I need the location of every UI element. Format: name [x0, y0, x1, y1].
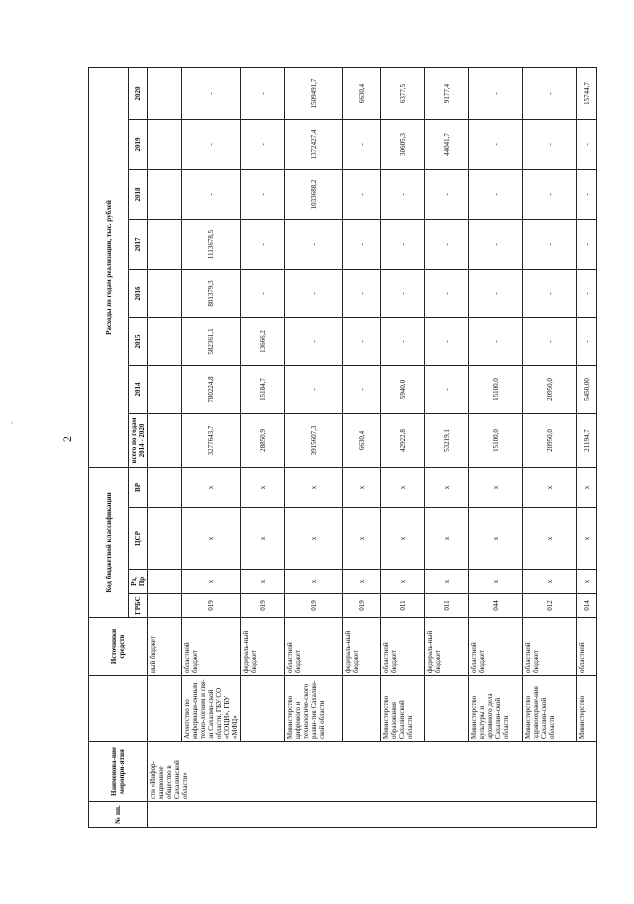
table-row	[343, 67, 381, 827]
value-cell-y2018: -	[182, 169, 241, 219]
value-cell-y2017: -	[381, 219, 425, 269]
value-cell-y2016: -	[241, 269, 285, 317]
value-cell-y2018: -	[241, 169, 285, 219]
value-cell-y2015	[148, 317, 182, 365]
value-cell-csr: х	[469, 508, 523, 570]
col-num: № пп.	[89, 802, 148, 828]
value-cell-y2014	[148, 365, 182, 413]
value-cell-rz: х	[469, 570, 523, 594]
value-cell-rz: х	[577, 570, 597, 594]
value-cell-y2016	[148, 269, 182, 317]
budget-table	[88, 67, 597, 828]
col-event-name: Наименова-ние меропри-ятия	[89, 742, 148, 802]
value-cell-vr: х	[577, 467, 597, 507]
value-cell-y2016: -	[523, 269, 577, 317]
value-cell-vr: х	[469, 467, 523, 507]
value-cell-y2014: 20950,0	[523, 365, 577, 413]
executor-cell: Министерство культуры и архивного дела Сахалин-ской области	[469, 676, 523, 742]
value-cell-y2018	[148, 169, 182, 219]
col-year: 2014	[129, 365, 148, 413]
value-cell-y2017: -	[523, 219, 577, 269]
table-row	[241, 67, 285, 827]
col-year: 2020	[129, 67, 148, 119]
source-cell: федераль-ный бюджет	[343, 618, 381, 676]
value-cell-y2017: 1113678,5	[182, 219, 241, 269]
value-cell-y2019: 1372427,4	[285, 119, 343, 169]
value-cell-y2020: -	[182, 67, 241, 119]
value-cell-grbs: 014	[577, 594, 597, 618]
value-cell-y2014: 780224,8	[182, 365, 241, 413]
value-cell-csr: х	[577, 508, 597, 570]
value-cell-y2019: -	[577, 119, 597, 169]
source-cell: федераль-ный бюджет	[425, 618, 469, 676]
value-cell-rz: х	[381, 570, 425, 594]
value-cell-y2014: -	[425, 365, 469, 413]
col-grbs: ГРБС	[129, 594, 148, 618]
value-cell-csr: х	[381, 508, 425, 570]
value-cell-y2014: -	[285, 365, 343, 413]
value-cell-y2019: -	[343, 119, 381, 169]
value-cell-csr: х	[182, 508, 241, 570]
value-cell-vr: х	[425, 467, 469, 507]
value-cell-grbs: 019	[182, 594, 241, 618]
value-cell-y2016: -	[343, 269, 381, 317]
value-cell-y2020: 9177,4	[425, 67, 469, 119]
executor-cell: Министерство образования Сахалинской области	[381, 676, 425, 742]
value-cell-grbs	[148, 594, 182, 618]
value-cell-grbs: 019	[285, 594, 343, 618]
value-cell-total: 20950,0	[523, 413, 577, 467]
col-total: всего по годам 2014 - 2020	[129, 413, 148, 467]
value-cell-y2020: 15744,7	[577, 67, 597, 119]
value-cell-y2018: -	[381, 169, 425, 219]
value-cell-csr: х	[241, 508, 285, 570]
row-number-cell	[148, 802, 597, 828]
value-cell-grbs: 019	[241, 594, 285, 618]
executor-cell	[148, 676, 182, 742]
col-year: 2019	[129, 119, 148, 169]
value-cell-grbs: 011	[425, 594, 469, 618]
value-cell-rz: х	[425, 570, 469, 594]
executor-cell: Министерство	[577, 676, 597, 742]
col-executor	[89, 676, 148, 742]
value-cell-y2020: 1509491,7	[285, 67, 343, 119]
value-cell-total: 15100,0	[469, 413, 523, 467]
value-cell-y2018: -	[425, 169, 469, 219]
value-cell-total: 6630,4	[343, 413, 381, 467]
value-cell-vr: х	[241, 467, 285, 507]
value-cell-y2015: -	[381, 317, 425, 365]
value-cell-vr	[148, 467, 182, 507]
value-cell-grbs: 019	[343, 594, 381, 618]
value-cell-y2020: -	[241, 67, 285, 119]
value-cell-y2016: -	[425, 269, 469, 317]
executor-cell: Агентство по информаци-онным техно-логиям и свя-зи Сахалин-ской области, ГБУ СО «СОЦИ», ГБУ «МФЦ»	[182, 676, 241, 742]
value-cell-y2014: 5450,00	[577, 365, 597, 413]
value-cell-y2015: -	[577, 317, 597, 365]
table-row	[425, 67, 469, 827]
value-cell-y2017: -	[241, 219, 285, 269]
col-budget-code: Код бюджетной классификации	[89, 467, 129, 617]
value-cell-y2019: -	[241, 119, 285, 169]
value-cell-total: 21194,7	[577, 413, 597, 467]
value-cell-y2016: -	[469, 269, 523, 317]
value-cell-y2019	[148, 119, 182, 169]
value-cell-total	[148, 413, 182, 467]
value-cell-y2020: 6630,4	[343, 67, 381, 119]
value-cell-y2017: -	[285, 219, 343, 269]
value-cell-y2016: 801379,3	[182, 269, 241, 317]
value-cell-y2015: 582361,1	[182, 317, 241, 365]
col-rz-pr: Рз, Пр	[129, 570, 148, 594]
table-row	[285, 67, 343, 827]
value-cell-y2017: -	[425, 219, 469, 269]
table-row	[148, 67, 182, 827]
value-cell-grbs: 012	[523, 594, 577, 618]
col-year: 2018	[129, 169, 148, 219]
value-cell-y2016: -	[285, 269, 343, 317]
executor-cell	[241, 676, 285, 742]
value-cell-y2015: -	[469, 317, 523, 365]
value-cell-total: 3277643,7	[182, 413, 241, 467]
table-row	[469, 67, 523, 827]
value-cell-rz: х	[285, 570, 343, 594]
value-cell-csr	[148, 508, 182, 570]
executor-cell	[425, 676, 469, 742]
source-cell: областной бюджет	[469, 618, 523, 676]
value-cell-y2014: 5940,0	[381, 365, 425, 413]
value-cell-rz: х	[523, 570, 577, 594]
value-cell-csr: х	[285, 508, 343, 570]
executor-cell: Министерство цифрового и технологиче-ского разви-тия Сахалин-ской области	[285, 676, 343, 742]
value-cell-csr: х	[343, 508, 381, 570]
value-cell-y2019: 30605,3	[381, 119, 425, 169]
value-cell-y2019: -	[182, 119, 241, 169]
value-cell-y2018: -	[469, 169, 523, 219]
value-cell-grbs: 044	[469, 594, 523, 618]
table-row	[381, 67, 425, 827]
value-cell-y2014: 15100,0	[469, 365, 523, 413]
value-cell-vr: х	[381, 467, 425, 507]
value-cell-vr: х	[182, 467, 241, 507]
value-cell-y2015: 13666,2	[241, 317, 285, 365]
value-cell-csr: х	[523, 508, 577, 570]
value-cell-y2018: -	[577, 169, 597, 219]
value-cell-y2017	[148, 219, 182, 269]
col-year: 2015	[129, 317, 148, 365]
value-cell-vr: х	[343, 467, 381, 507]
col-year: 2017	[129, 219, 148, 269]
col-vr: ВР	[129, 467, 148, 507]
value-cell-grbs: 011	[381, 594, 425, 618]
value-cell-y2016: -	[577, 269, 597, 317]
scan-mark: ˇ	[10, 421, 19, 424]
source-cell: ный бюджет	[148, 618, 182, 676]
source-cell: областной	[577, 618, 597, 676]
col-sources: Источники средств	[89, 618, 148, 676]
value-cell-y2019: 44041,7	[425, 119, 469, 169]
value-cell-total: 42922,8	[381, 413, 425, 467]
value-cell-total: 53219,1	[425, 413, 469, 467]
value-cell-rz	[148, 570, 182, 594]
executor-cell	[343, 676, 381, 742]
value-cell-y2015: -	[523, 317, 577, 365]
value-cell-y2019: -	[523, 119, 577, 169]
source-cell: областной бюджет	[523, 618, 577, 676]
value-cell-y2020: 6377,5	[381, 67, 425, 119]
col-year: 2016	[129, 269, 148, 317]
value-cell-y2020: -	[469, 67, 523, 119]
value-cell-y2018: -	[523, 169, 577, 219]
page-number: 2	[60, 436, 74, 442]
table-row	[182, 67, 241, 827]
source-cell: федераль-ный бюджет	[241, 618, 285, 676]
value-cell-vr: х	[285, 467, 343, 507]
value-cell-y2015: -	[343, 317, 381, 365]
table-row	[577, 67, 597, 827]
source-cell: областной бюджет	[381, 618, 425, 676]
value-cell-y2020	[148, 67, 182, 119]
value-cell-y2014: 15184,7	[241, 365, 285, 413]
value-cell-y2017: -	[343, 219, 381, 269]
event-name-cell: сти «Инфор-мационное общество в Сахалинской области»	[148, 742, 597, 802]
value-cell-y2017: -	[469, 219, 523, 269]
value-cell-csr: х	[425, 508, 469, 570]
table-body	[148, 67, 597, 827]
value-cell-y2017: -	[577, 219, 597, 269]
value-cell-total: 28850,9	[241, 413, 285, 467]
value-cell-total: 3915607,3	[285, 413, 343, 467]
value-cell-y2020: -	[523, 67, 577, 119]
budget-table-wrap	[88, 68, 591, 828]
value-cell-vr: х	[523, 467, 577, 507]
value-cell-y2019: -	[469, 119, 523, 169]
col-expenses: Расходы по годам реализации, тыс. рублей	[89, 67, 129, 467]
value-cell-y2018: -	[343, 169, 381, 219]
value-cell-y2015: -	[425, 317, 469, 365]
col-csr: ЦСР	[129, 508, 148, 570]
value-cell-rz: х	[182, 570, 241, 594]
value-cell-y2018: 1033688,2	[285, 169, 343, 219]
value-cell-rz: х	[241, 570, 285, 594]
value-cell-rz: х	[343, 570, 381, 594]
value-cell-y2015: -	[285, 317, 343, 365]
executor-cell: Министерство здравоохране-ния Сахалин-ской области	[523, 676, 577, 742]
source-cell: областной бюджет	[182, 618, 241, 676]
table-row	[523, 67, 577, 827]
value-cell-y2016: -	[381, 269, 425, 317]
source-cell: областной бюджет	[285, 618, 343, 676]
value-cell-y2014: -	[343, 365, 381, 413]
